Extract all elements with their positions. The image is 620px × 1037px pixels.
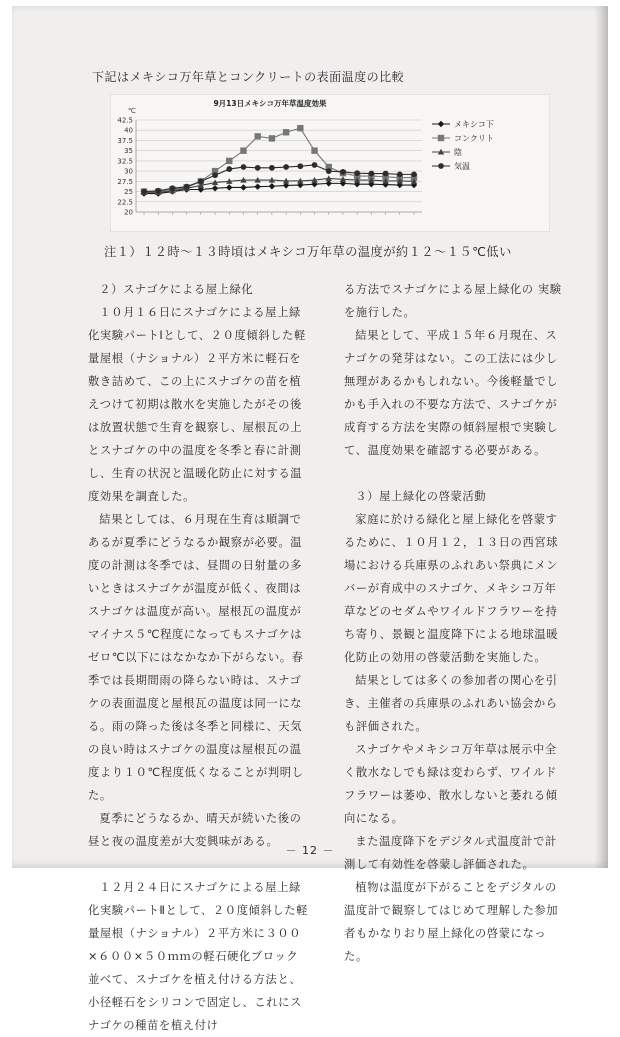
y-tick-label: 42.5 [117,116,133,125]
page-number: － 12 － [285,844,335,857]
data-point [198,178,204,184]
paragraph: スナゴケやメキシコ万年草は展示中全く散水なしでも緑は変わらず、ワイルドフラワーは萎ゆ、散水しないと萎れる傾向になる。 [344,743,558,825]
y-tick-label: 37.5 [117,136,133,145]
paragraph: 結果としては、６月現在生育は順調であるが夏季にどうなるか観察が必要。温度の計測は冬季では、昼間の日射量の多いときはスナゴケが温度が低く、夜間はスナゴケは温度が高い。屋根瓦の温度がマイナス５℃程度になってもスナゴケはゼロ℃以下にはなかなか下がらない。春季では長期間雨の降らない時は、スナゴケの表面温度と屋根瓦の温度は同一になる。雨の降った後は冬季と同様に、天気の良い時はスナゴケの温度は屋根瓦の温度より１０℃程度低くなることが判明した。 [88,513,304,802]
data-point [340,169,346,175]
paragraph: 結果として、平成１５年６月現在、スナゴケの発芽はない。この工法には少し無理があるかもしれない。今後軽量でしかも手入れの不要な方法で、スナゴケが成育する方法を実際の傾斜屋根で実験して、温度効果を確認する必要がある。 [344,329,559,457]
paragraph: 家庭に於ける緑化と屋上緑化を啓蒙するために、１０月１２，１３日の西宮球場における兵庫県のふれあい祭典にメンバーが育成中のスナゴケ、メキシコ万年草などのセダムやワイルドフラワーを持ち寄り、景観と温度降下による地球温暖化防止の効用の啓蒙活動を実施した。 [344,513,559,664]
data-point [311,147,317,153]
data-point [297,163,303,169]
paragraph: 夏季にどうなるか、晴天が続いた後の昼と夜の温度差が大変興味がある。 [88,812,302,848]
y-tick-label: 30 [124,167,133,176]
section-heading: ３）屋上緑化の啓蒙活動 [355,490,487,503]
data-point [184,184,190,190]
data-point [283,164,289,170]
data-point [297,125,303,131]
paragraph: る方法でスナゴケによる屋上緑化の 実験を施行した。 [344,283,562,319]
legend-label: 陰 [454,148,462,157]
data-point [438,135,444,141]
temperature-chart [110,94,550,232]
data-point [240,147,246,153]
y-tick-label: 27.5 [117,177,133,186]
paragraph: １０月１６日にスナゴケによる屋上緑化実験パートⅠとして、２０度傾斜した軽量屋根（ナショナル）２平方米に軽石を敷き詰めて、この上にスナゴケの苗を植えつけて初期は散水を実施したがその後は放置状態で生育を観察し、屋根瓦の上とスナゴケの中の温度を冬季と春に計測し、生育の状況と温暖化防止に対する温度効果を調査した。 [88,306,306,503]
y-tick-label: 25 [124,188,133,197]
data-point [438,163,444,169]
data-point [212,172,218,178]
data-point [241,164,247,170]
data-point [326,168,332,174]
paragraph-gap [344,462,566,485]
section-heading: ２）スナゴケによる屋上緑化 [99,283,254,296]
data-point [170,185,176,191]
left-column [88,278,310,1037]
y-tick-label: 35 [124,147,133,156]
legend-label: メキシコ下 [454,120,494,129]
data-point [383,171,389,177]
chart-frame [110,94,550,232]
data-point [397,172,403,178]
y-tick-label: 32.5 [117,157,133,166]
data-point [226,166,232,172]
y-unit-label: ℃ [128,107,136,115]
data-point [368,171,374,177]
data-point [255,165,261,171]
y-tick-label: 22.5 [117,198,133,207]
data-point [411,172,417,178]
data-point [354,170,360,176]
right-column [344,278,566,968]
y-tick-label: 40 [124,126,133,135]
chart-caption: 下記はメキシコ万年草とコンクリートの表面温度の比較 [92,70,405,84]
legend-label: コンクリト [454,134,494,143]
data-point [254,133,260,139]
paragraph: 結果としては多くの参加者の関心を引き、主催者の兵庫県のふれあい協会からも評価された。 [344,674,558,733]
data-point [226,158,232,164]
chart-note: 注１）１２時～１３時頃はメキシコ万年草の温度が約１２～１５℃低い [104,245,512,259]
data-point [312,162,318,168]
data-point [283,129,289,135]
y-tick-label: 20 [124,208,133,217]
document-page [12,6,608,1032]
page-fold-shadow [594,6,608,868]
legend-label: 気温 [454,162,470,171]
data-point [269,165,275,171]
data-point [155,188,161,194]
paragraph: また温度降下をデジタル式温度計で計測して有効性を啓蒙し評価された。 [344,835,557,871]
paragraph: 植物は温度が下がることをデジタルの温度計で観察してはじめて理解した参加者もかなりおり屋上緑化の啓蒙になった。 [344,881,559,963]
data-point [269,135,275,141]
chart-title: 9月13日メキシコ万年草温度効果 [213,99,327,108]
data-point [141,189,147,195]
paragraph: １２月２４日にスナゴケによる屋上緑化実験パートⅡとして、２０度傾斜した軽量屋根（ナショナル）２平方米に３００×６００×５０ｍｍの軽石硬化ブロック並べて、スナゴケを植え付ける方法と、小径軽石をシリコンで固定し、これにスナゴケの種苗を植え付け [88,881,309,1032]
